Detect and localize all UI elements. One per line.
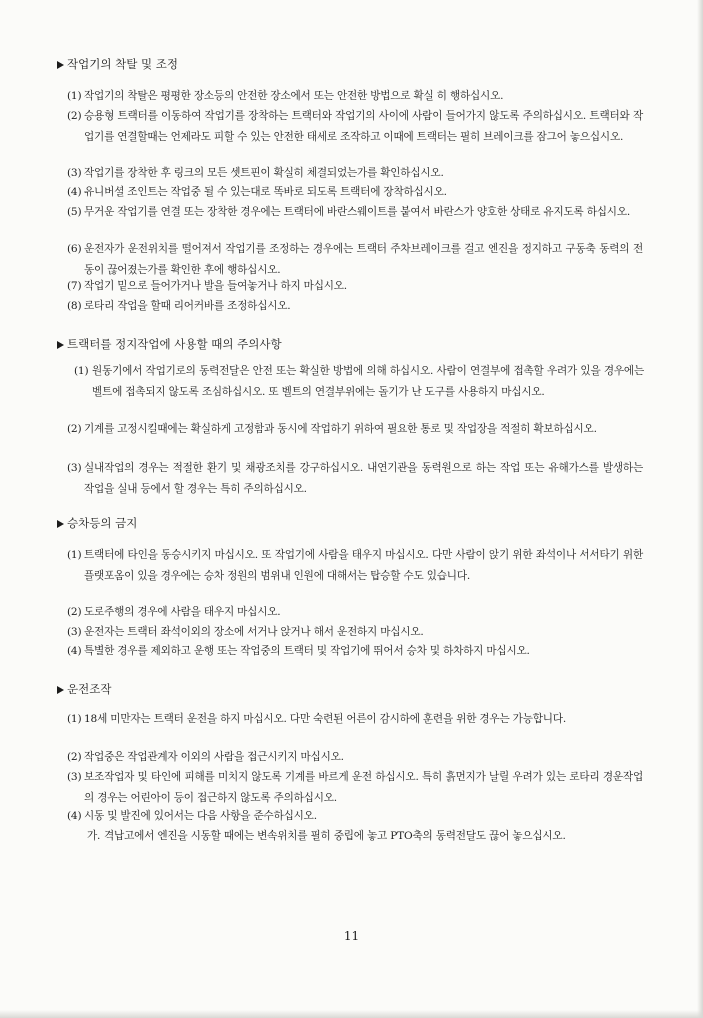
scan-edge-shadow bbox=[0, 1010, 703, 1018]
item-number: (4) bbox=[67, 186, 82, 198]
list-item bbox=[67, 202, 643, 223]
item-text: 작업기를 장착한 후 링크의 모든 셋트핀이 확실히 체결되었는가를 확인하십시오. bbox=[84, 167, 444, 179]
item-text: 기계를 고정시킬때에는 확실하게 고정함과 동시에 작업하기 위하여 필요한 통로 및 작업장을 적절히 확보하십시오. bbox=[84, 423, 597, 435]
item-text: 도로주행의 경우에 사람을 태우지 마십시오. bbox=[84, 606, 281, 618]
list-item bbox=[67, 602, 643, 623]
item-text: 시동 및 발진에 있어서는 다음 사항을 준수하십시오. bbox=[84, 810, 317, 822]
item-number: (2) bbox=[67, 606, 82, 618]
item-text: 트랙터에 타인을 동승시키지 마십시오. 또 작업기에 사람을 태우지 마십시오. 다만 사람이 앉기 위한 좌석이나 서서타기 위한 플랫포옴이 있을 경우에는 승차 정원의 범위내 인원에 대해서는 탑승할 수도 있습니다. bbox=[84, 549, 643, 582]
section-heading bbox=[57, 514, 137, 532]
list-item bbox=[67, 545, 643, 586]
item-number: (8) bbox=[67, 300, 82, 312]
item-text: 운전자가 운전위치를 떨어져서 작업기를 조정하는 경우에는 트랙터 주차브레이크를 걸고 엔진을 정지하고 구동축 동력의 전동이 끊어졌는가를 확인한 후에 행하십시오. bbox=[84, 243, 643, 276]
item-number: (5) bbox=[67, 206, 82, 218]
item-number: (3) bbox=[67, 462, 82, 474]
section-heading-text: 운전조작 bbox=[67, 682, 112, 696]
page-number: 11 bbox=[343, 929, 360, 943]
item-number: (3) bbox=[67, 626, 82, 638]
list-item bbox=[67, 709, 643, 730]
list-item bbox=[67, 182, 643, 203]
item-text: 보조작업자 및 타인에 피해를 미치지 않도록 기계를 바르게 운전 하십시오. 특히 흙먼지가 날릴 우려가 있는 로타리 경운작업의 경우는 어린아이 등이 접근하지 않도록 주의하십시오. bbox=[84, 771, 643, 804]
triangle-bullet-icon bbox=[57, 686, 64, 694]
section-heading-text: 트랙터를 정지작업에 사용할 때의 주의사항 bbox=[67, 337, 282, 351]
list-item bbox=[67, 458, 643, 499]
item-number: (3) bbox=[67, 771, 82, 783]
section-heading-text: 작업기의 착탈 및 조정 bbox=[67, 57, 178, 71]
item-text: 작업기의 착탈은 평평한 장소등의 안전한 장소에서 또는 안전한 방법으로 확실 히 행하십시오. bbox=[84, 90, 504, 102]
triangle-bullet-icon bbox=[57, 61, 64, 69]
section-heading bbox=[57, 680, 111, 698]
item-number: 가. bbox=[87, 830, 101, 842]
item-number: (1) bbox=[67, 549, 82, 561]
list-item bbox=[67, 641, 643, 662]
item-text: 특별한 경우를 제외하고 운행 또는 작업중의 트랙터 및 작업기에 뛰어서 승차 및 하차하지 마십시오. bbox=[84, 645, 530, 657]
scan-edge-shadow bbox=[697, 0, 703, 1018]
list-item bbox=[67, 106, 643, 147]
list-item bbox=[67, 163, 643, 184]
list-item bbox=[87, 826, 643, 847]
item-number: (4) bbox=[67, 645, 82, 657]
item-text: 원동기에서 작업기로의 동력전달은 안전 또는 확실한 방법에 의해 하십시오. 사람이 연결부에 접촉할 우려가 있을 경우에는 벨트에 접촉되지 않도록 조심하십시오. 또 벨트의 연결부위에는 돌기가 난 도구를 사용하지 마십시오. bbox=[92, 365, 644, 398]
item-number: (1) bbox=[74, 365, 89, 377]
item-text: 운전자는 트랙터 좌석이외의 장소에 서거나 앉거나 해서 운전하지 마십시오. bbox=[84, 626, 424, 638]
item-number: (2) bbox=[67, 110, 82, 122]
list-item bbox=[67, 419, 643, 440]
item-number: (4) bbox=[67, 810, 82, 822]
list-item bbox=[67, 239, 643, 280]
item-text: 작업기 밑으로 들어가거나 발을 들여놓거나 하지 마십시오. bbox=[84, 280, 347, 292]
item-text: 유니버셜 조인트는 작업중 될 수 있는대로 똑바로 되도록 트랙터에 장착하십시오. bbox=[84, 186, 447, 198]
item-text: 실내작업의 경우는 적절한 환기 및 채광조치를 강구하십시오. 내연기관을 동력원으로 하는 작업 또는 유해가스를 발생하는 작업을 실내 등에서 할 경우는 특히 주의하십시오. bbox=[84, 462, 643, 495]
section-heading bbox=[57, 55, 178, 73]
list-item bbox=[74, 361, 644, 402]
item-number: (1) bbox=[67, 90, 82, 102]
item-text: 작업중은 작업관계자 이외의 사람을 접근시키지 마십시오. bbox=[84, 751, 344, 763]
item-text: 18세 미만자는 트랙터 운전을 하지 마십시오. 다만 숙련된 어른이 감시하에 훈련을 위한 경우는 가능합니다. bbox=[84, 713, 566, 725]
item-number: (3) bbox=[67, 167, 82, 179]
list-item bbox=[67, 767, 643, 808]
triangle-bullet-icon bbox=[57, 341, 64, 349]
item-number: (1) bbox=[67, 713, 82, 725]
item-number: (6) bbox=[67, 243, 82, 255]
item-text: 로타리 작업을 할때 리어커바를 조정하십시오. bbox=[84, 300, 291, 312]
item-text: 무거운 작업기를 연결 또는 장착한 경우에는 트랙터에 바란스웨이트를 붙여서 바란스가 양호한 상태로 유지도록 하십시오. bbox=[84, 206, 631, 218]
list-item bbox=[67, 806, 643, 827]
list-item bbox=[67, 276, 643, 297]
list-item bbox=[67, 296, 643, 317]
list-item bbox=[67, 86, 643, 107]
item-text: 격납고에서 엔진을 시동할 때에는 변속위치를 필히 중립에 놓고 PTO축의 동력전달도 끊어 놓으십시오. bbox=[104, 830, 566, 842]
list-item bbox=[67, 747, 643, 768]
section-heading-text: 승차등의 금지 bbox=[67, 516, 138, 530]
triangle-bullet-icon bbox=[57, 520, 64, 528]
item-number: (2) bbox=[67, 423, 82, 435]
list-item bbox=[67, 622, 643, 643]
section-heading bbox=[57, 335, 282, 353]
item-number: (2) bbox=[67, 751, 82, 763]
item-number: (7) bbox=[67, 280, 82, 292]
item-text: 승용형 트랙터를 이동하여 작업기를 장착하는 트랙터와 작업기의 사이에 사람이 들어가지 않도록 주의하십시오. 트랙터와 작업기를 연결할때는 언제라도 피할 수 있는 안전한 태세로 조작하고 이때에 트랙터는 필히 브레이크를 잠그어 놓으십시오. bbox=[84, 110, 643, 143]
